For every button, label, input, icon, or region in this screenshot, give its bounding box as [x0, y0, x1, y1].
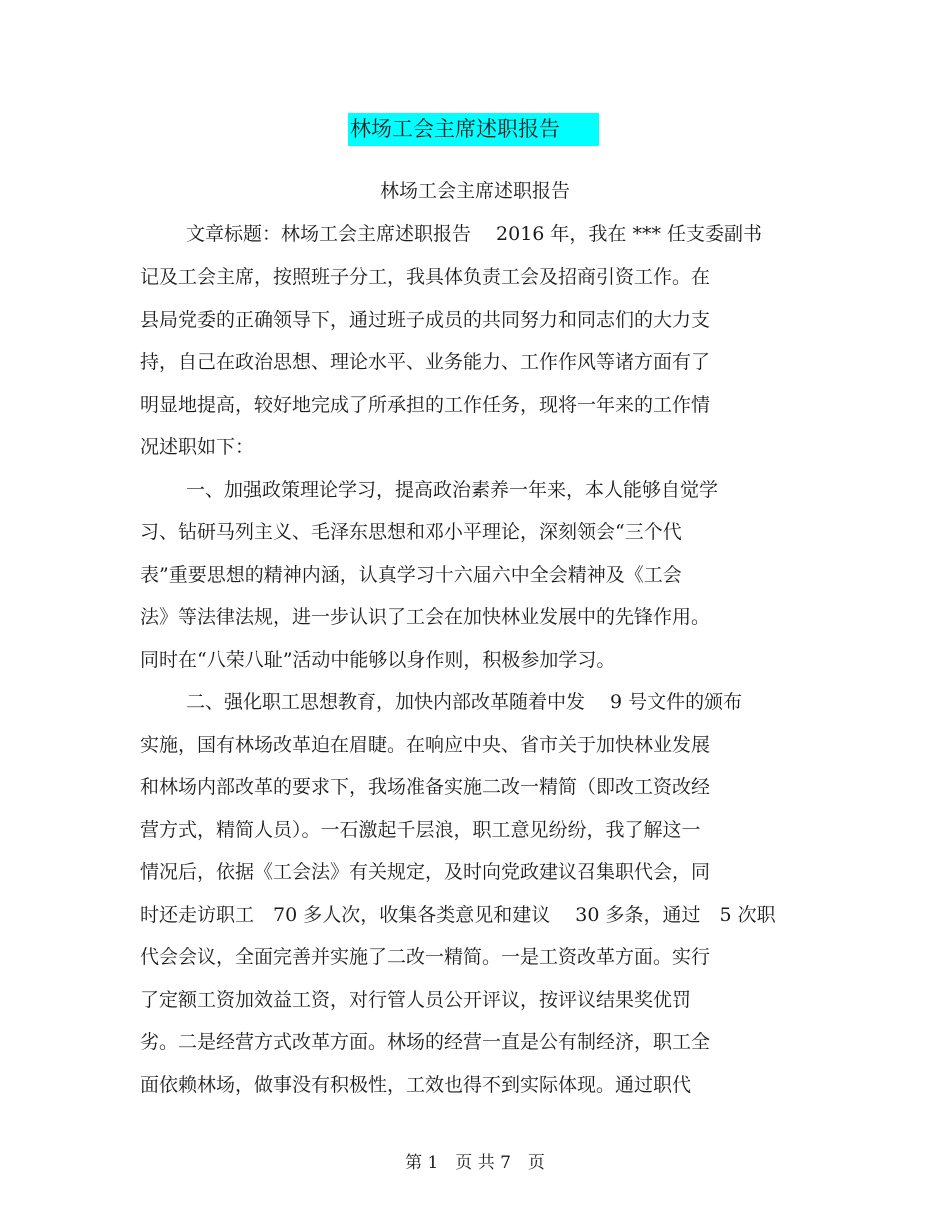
body-line: 法》等法律法规，进一步认识了工会在加快林业发展中的先锋作用。	[140, 606, 711, 628]
body-line: 时还走访职工 70 多人次，收集各类意见和建议 30 多条，通过 5 次职	[140, 904, 776, 926]
body-line: 面依赖林场，做事没有积极性，工效也得不到实际体现。通过职代	[140, 1074, 692, 1096]
body-line: 代会会议，全面完善并实施了二改一精简。一是工资改革方面。实行	[140, 946, 711, 968]
body-line: 况述职如下：	[140, 436, 255, 458]
body-line: 记及工会主席，按照班子分工，我具体负责工会及招商引资工作。在	[140, 266, 711, 288]
body-line: 二、强化职工思想教育，加快内部改革随着中发 9 号文件的颁布	[186, 691, 743, 713]
body-line: 同时在“八荣八耻”活动中能够以身作则，积极参加学习。	[140, 649, 616, 671]
body-line: 表”重要思想的精神内涵，认真学习十六届六中全会精神及《工会	[140, 564, 682, 586]
page-footer: 第 1 页 共 7 页	[405, 1153, 545, 1173]
body-line: 一、加强政策理论学习，提高政治素养一年来，本人能够自觉学	[186, 479, 719, 501]
body-line: 营方式，精简人员）。一石激起千层浪，职工意见纷纷，我了解这一	[140, 819, 701, 841]
document-subtitle: 林场工会主席述职报告	[379, 180, 570, 202]
body-line: 实施，国有林场改革迫在眉睫。在响应中央、省市关于加快林业发展	[140, 734, 711, 756]
body-line: 持，自己在政治思想、理论水平、业务能力、工作作风等诸方面有了	[140, 351, 711, 373]
body-line: 了定额工资加效益工资，对行管人员公开评议，按评议结果奖优罚	[140, 989, 692, 1011]
body-line: 明显地提高，较好地完成了所承担的工作任务，现将一年来的工作情	[140, 394, 711, 416]
body-line: 情况后，依据《工会法》有关规定，及时向党政建议召集职代会，同	[140, 861, 711, 883]
body-line: 和林场内部改革的要求下，我场准备实施二改一精简（即改工资改经	[140, 776, 711, 798]
body-line: 县局党委的正确领导下，通过班子成员的共同努力和同志们的大力支	[140, 309, 711, 331]
body-line: 劣。二是经营方式改革方面。林场的经营一直是公有制经济，职工全	[140, 1031, 711, 1053]
body-line: 习、钻研马列主义、毛泽东思想和邓小平理论，深刻领会“三个代	[140, 521, 682, 543]
document-title: 林场工会主席述职报告	[348, 113, 599, 146]
body-line: 文章标题：林场工会主席述职报告 2016 年，我在 *** 任支委副书	[186, 223, 763, 245]
